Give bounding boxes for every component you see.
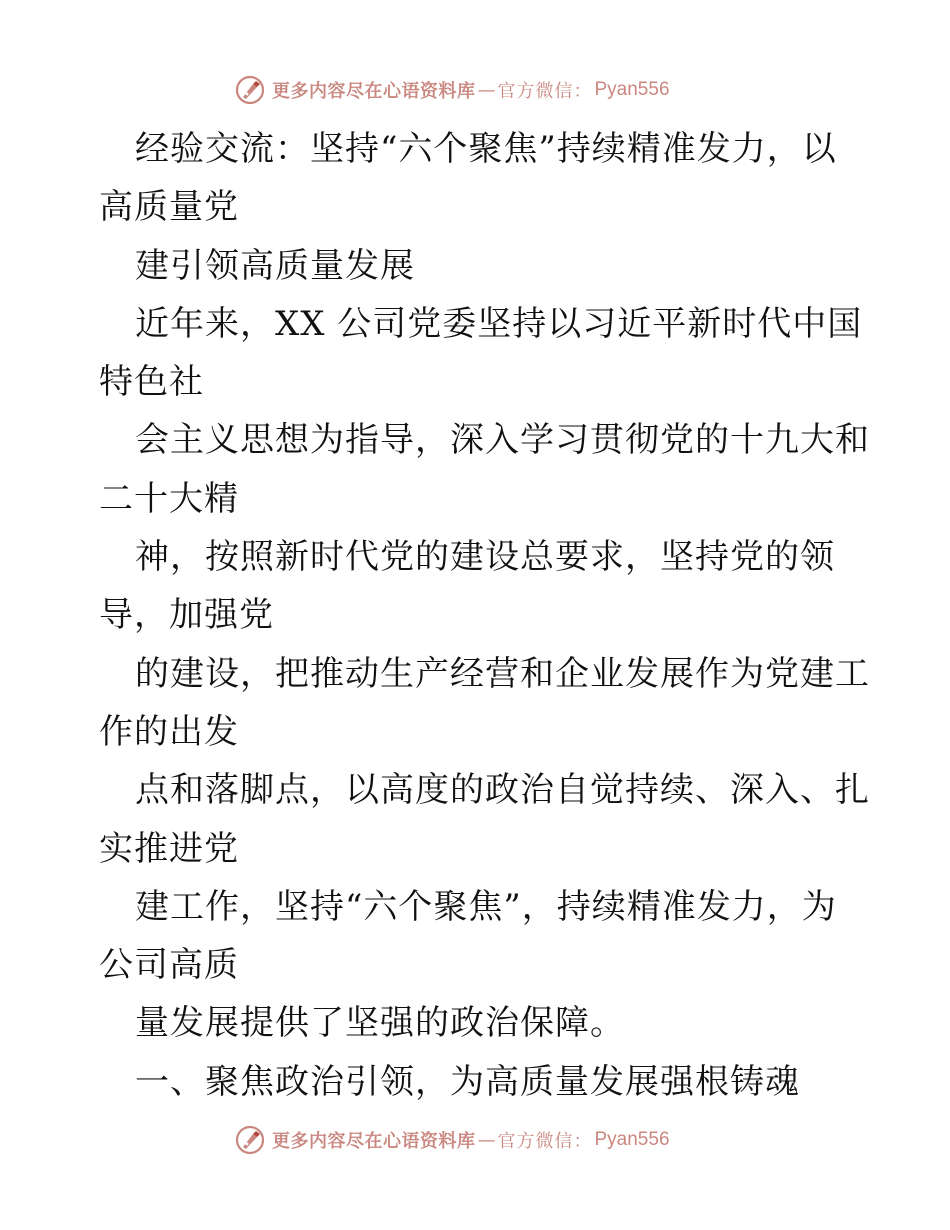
watermark-wechat-label: 官方微信： — [497, 1131, 593, 1152]
text-line: 会主义思想为指导，深入学习贯彻党的十九大和 — [135, 420, 870, 461]
text-line: 神，按照新时代党的建设总要求，坚持党的领 — [135, 537, 835, 578]
text-line: 量发展提供了坚强的政治保障。 — [135, 1003, 625, 1044]
text-line: 高质量党 — [99, 187, 239, 228]
text-line: 的建设，把推动生产经营和企业发展作为党建工 — [135, 653, 870, 694]
text-line: 建工作，坚持“六个聚焦”，持续精准发力，为 — [135, 886, 837, 927]
text-line: 二十大精 — [99, 478, 239, 519]
watermark-header — [234, 72, 670, 108]
watermark-footer — [234, 1122, 670, 1158]
text-line: 特色社 — [99, 362, 204, 403]
watermark-wechat-label: 官方微信： — [497, 81, 593, 102]
pen-nib-logo-icon — [234, 1124, 266, 1156]
watermark-text: 更多内容尽在心语资料库 — [272, 81, 476, 102]
watermark-wechat-id: Pyan556 — [594, 1129, 670, 1150]
text-line: 作的出发 — [99, 711, 239, 752]
section-heading: 一、聚焦政治引领，为高质量发展强根铸魂 — [135, 1061, 800, 1102]
watermark-dash: — — [477, 1129, 496, 1151]
pen-nib-logo-icon — [234, 74, 266, 106]
text-line: 公司高质 — [99, 945, 239, 986]
title-line: 经验交流：坚持“六个聚焦”持续精准发力，以 — [135, 129, 837, 169]
text-line: 导，加强党 — [99, 595, 274, 636]
watermark-wechat-id: Pyan556 — [594, 79, 670, 100]
watermark-text: 更多内容尽在心语资料库 — [272, 1131, 476, 1152]
text-line: 实推进党 — [99, 828, 239, 869]
text-line: 近年来，XX 公司党委坚持以习近平新时代中国 — [135, 303, 863, 344]
title-line: 建引领高质量发展 — [135, 245, 415, 286]
watermark-dash: — — [477, 79, 496, 101]
text-line: 点和落脚点，以高度的政治自觉持续、深入、扎 — [135, 770, 870, 811]
document-body — [99, 120, 870, 1111]
